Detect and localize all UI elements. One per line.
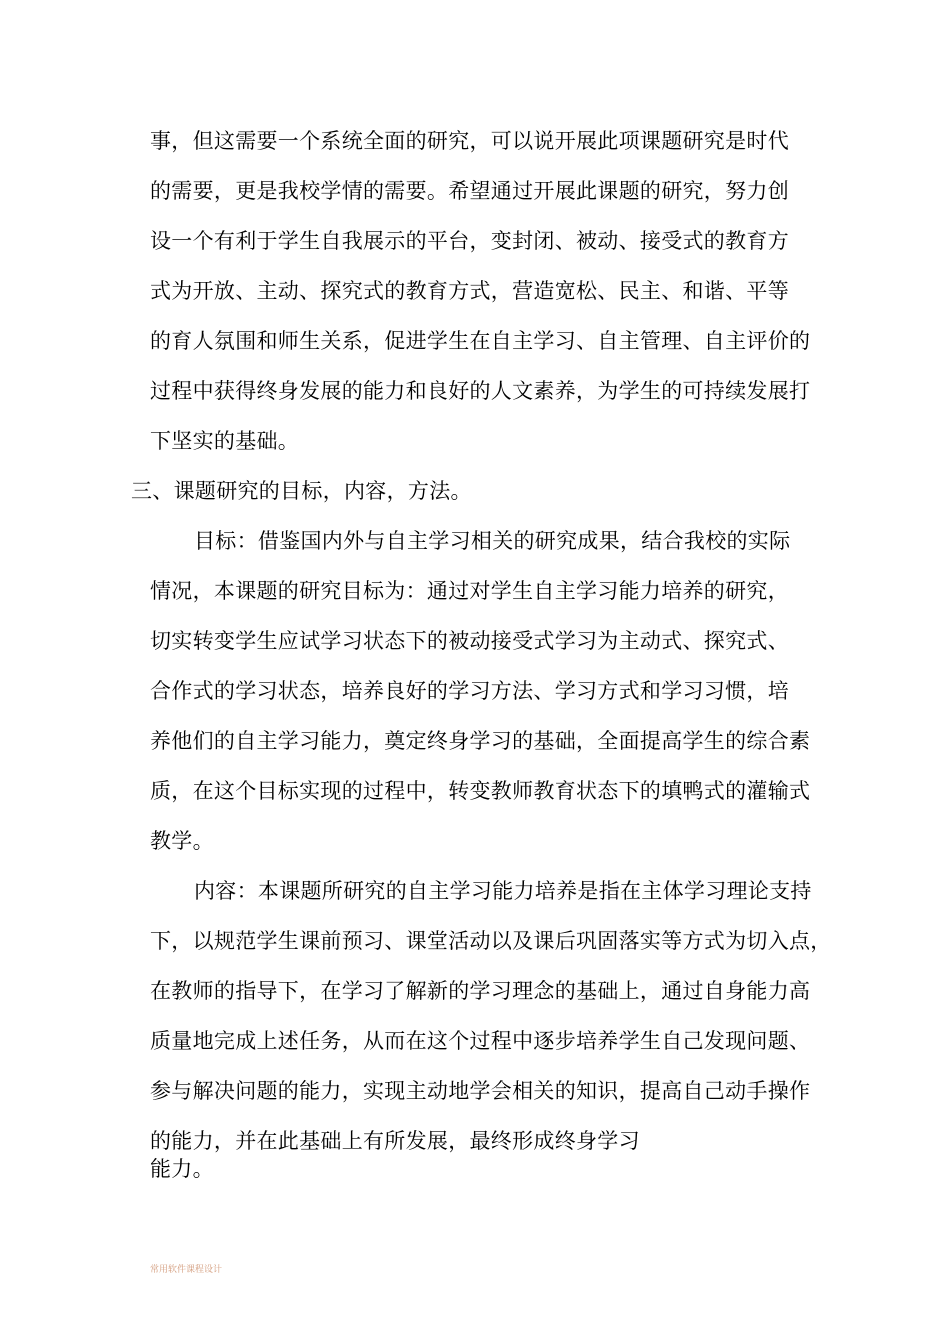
body-text-line: 参与解决问题的能力，实现主动地学会相关的知识，提高自己动手操作 [150, 1079, 811, 1103]
body-text-line: 的能力，并在此基础上有所发展，最终形成终身学习 [150, 1129, 640, 1153]
body-text-line: 下，以规范学生课前预习、课堂活动以及课后巩固落实等方式为切入点， [150, 929, 832, 953]
body-text-line: 设一个有利于学生自我展示的平台，变封闭、被动、接受式的教育方 [150, 229, 789, 253]
body-text-line: 的需要，更是我校学情的需要。希望通过开展此课题的研究，努力创 [150, 179, 789, 203]
body-text-line: 教学。 [150, 829, 214, 853]
body-text-line: 合作式的学习状态，培养良好的学习方法、学习方式和学习习惯，培 [150, 679, 789, 703]
body-text-line: 事，但这需要一个系统全面的研究，可以说开展此项课题研究是时代 [150, 129, 789, 153]
section-heading: 三、课题研究的目标，内容，方法。 [131, 479, 472, 503]
page-footer: 常用软件课程设计 [150, 1265, 223, 1275]
body-text-line: 情况，本课题的研究目标为：通过对学生自主学习能力培养的研究， [150, 579, 789, 603]
body-text-line: 在教师的指导下，在学习了解新的学习理念的基础上，通过自身能力高 [150, 979, 811, 1003]
body-text-line: 的育人氛围和师生关系，促进学生在自主学习、自主管理、自主评价的 [150, 329, 811, 353]
body-text-line: 下坚实的基础。 [150, 429, 300, 453]
body-text-line: 切实转变学生应试学习状态下的被动接受式学习为主动式、探究式、 [150, 629, 789, 653]
body-text-line: 质，在这个目标实现的过程中，转变教师教育状态下的填鸭式的灌输式 [150, 779, 811, 803]
body-text-line: 式为开放、主动、探究式的教育方式，营造宽松、民主、和谐、平等 [150, 279, 789, 303]
body-text-line: 目标：借鉴国内外与自主学习相关的研究成果，结合我校的实际 [194, 529, 791, 553]
body-text-line: 养他们的自主学习能力，奠定终身学习的基础，全面提高学生的综合素 [150, 729, 811, 753]
body-text-line: 内容：本课题所研究的自主学习能力培养是指在主体学习理论支持 [194, 879, 812, 903]
body-text-line: 质量地完成上述任务，从而在这个过程中逐步培养学生自己发现问题、 [150, 1029, 811, 1053]
body-text-line: 能力。 [150, 1157, 214, 1181]
body-text-line: 过程中获得终身发展的能力和良好的人文素养，为学生的可持续发展打 [150, 379, 811, 403]
